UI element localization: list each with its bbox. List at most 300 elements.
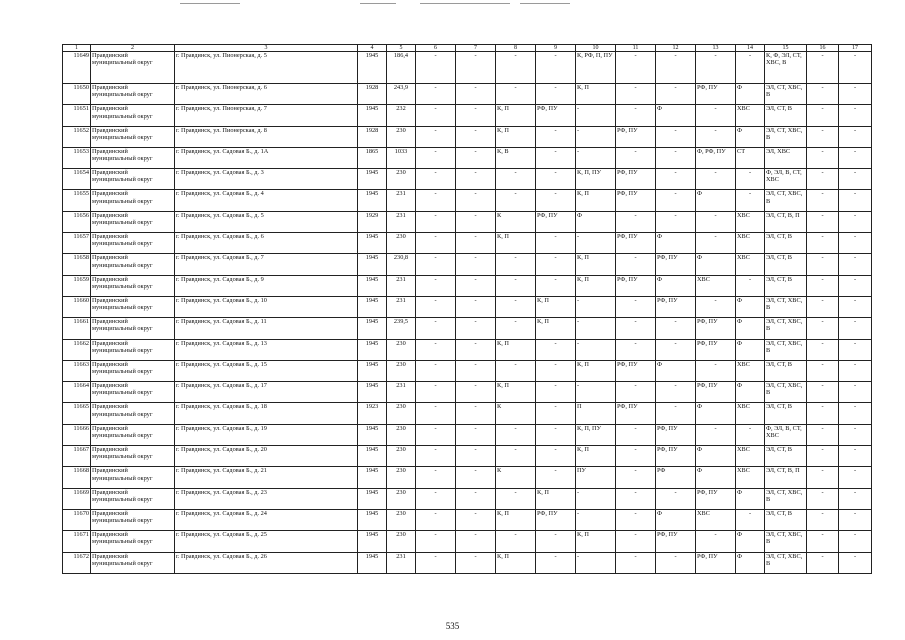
table-cell: - (807, 126, 839, 147)
column-number-17: 17 (839, 45, 872, 52)
table-cell: 11669 (63, 488, 91, 509)
table-cell: Ф (736, 552, 765, 573)
table-cell: - (456, 552, 496, 573)
table-cell: Ф (656, 105, 696, 126)
table-cell: - (456, 275, 496, 296)
table-cell: ХВС (736, 105, 765, 126)
table-cell: - (736, 509, 765, 530)
table-cell: г. Правдинск, ул. Пионерская, д. 5 (175, 52, 358, 84)
table-cell: - (576, 509, 616, 530)
table-cell: - (839, 531, 872, 552)
table-cell: - (496, 296, 536, 317)
table-row (63, 275, 872, 296)
table-cell: - (536, 339, 576, 360)
table-cell: - (536, 84, 576, 105)
table-cell: - (536, 424, 576, 445)
table-cell: РФ, ПУ (616, 403, 656, 424)
table-cell: 11664 (63, 382, 91, 403)
table-cell: ХВС (736, 211, 765, 232)
page-number: 535 (445, 621, 460, 631)
table-cell: К, П (536, 296, 576, 317)
column-number-9: 9 (536, 45, 576, 52)
table-cell: ЭЛ, СТ, ХВС, В (765, 318, 807, 339)
table-cell: 232 (387, 105, 416, 126)
table-cell: г. Правдинск, ул. Садовая Б., д. 25 (175, 531, 358, 552)
table-cell: - (456, 84, 496, 105)
table-cell: - (807, 190, 839, 211)
table-cell: - (839, 488, 872, 509)
table-cell: - (416, 531, 456, 552)
table-cell: ЭЛ, ХВС (765, 147, 807, 168)
table-cell: г. Правдинск, ул. Пионерская, д. 7 (175, 105, 358, 126)
table-cell: - (616, 52, 656, 84)
table-cell: 11665 (63, 403, 91, 424)
table-cell: г. Правдинск, ул. Садовая Б., д. 13 (175, 339, 358, 360)
table-cell: - (656, 552, 696, 573)
table-cell: 1945 (358, 105, 387, 126)
table-cell: - (736, 52, 765, 84)
table-cell: - (576, 233, 616, 254)
table-row (63, 233, 872, 254)
table-cell: К (496, 403, 536, 424)
table-cell: ХВС (736, 233, 765, 254)
column-number-8: 8 (496, 45, 536, 52)
table-cell: - (839, 147, 872, 168)
table-cell: - (839, 52, 872, 84)
table-cell: - (656, 190, 696, 211)
table-cell: - (496, 360, 536, 381)
table-cell: г. Правдинск, ул. Пионерская, д. 8 (175, 126, 358, 147)
table-cell: 230 (387, 467, 416, 488)
table-cell: - (536, 467, 576, 488)
table-cell: Правдинский муниципальный округ (91, 147, 175, 168)
table-cell: - (496, 424, 536, 445)
table-cell: - (496, 169, 536, 190)
table-cell: - (616, 446, 656, 467)
table-cell: К, П (576, 84, 616, 105)
table-cell: РФ, ПУ (616, 190, 656, 211)
table-cell: 1945 (358, 233, 387, 254)
table-cell: Ф (736, 531, 765, 552)
table-cell: - (416, 424, 456, 445)
table-cell: Ф (696, 467, 736, 488)
table-cell: РФ, ПУ (616, 233, 656, 254)
table-cell: Правдинский муниципальный округ (91, 509, 175, 530)
table-cell: - (696, 233, 736, 254)
table-cell: - (807, 467, 839, 488)
table-cell: - (807, 531, 839, 552)
table-cell: Ф (736, 296, 765, 317)
table-cell: - (416, 382, 456, 403)
table-cell: К, П, ПУ (576, 424, 616, 445)
table-cell: - (536, 446, 576, 467)
table-cell: г. Правдинск, ул. Садовая Б., д. 18 (175, 403, 358, 424)
table-cell: г. Правдинск, ул. Садовая Б., д. 26 (175, 552, 358, 573)
table-cell: К (496, 467, 536, 488)
table-cell: - (496, 318, 536, 339)
table-cell: - (456, 296, 496, 317)
table-cell: - (496, 531, 536, 552)
table-cell: - (456, 318, 496, 339)
table-cell: РФ, ПУ (656, 446, 696, 467)
table-cell: 11651 (63, 105, 91, 126)
table-cell: - (616, 552, 656, 573)
table-cell: 1945 (358, 382, 387, 403)
table-cell: г. Правдинск, ул. Садовая Б., д. 15 (175, 360, 358, 381)
table-cell: - (839, 254, 872, 275)
table-cell: - (416, 360, 456, 381)
table-cell: - (416, 105, 456, 126)
table-cell: 11667 (63, 446, 91, 467)
table-cell: 11657 (63, 233, 91, 254)
table-cell: ЭЛ, СТ, В, П (765, 467, 807, 488)
table-cell: К, П (496, 509, 536, 530)
table-cell: - (576, 552, 616, 573)
table-cell: - (576, 318, 616, 339)
table-cell: - (807, 296, 839, 317)
table-cell: г. Правдинск, ул. Садовая Б., д. 7 (175, 254, 358, 275)
table-cell: РФ, ПУ (656, 531, 696, 552)
table-cell: - (616, 105, 656, 126)
table-cell: Правдинский муниципальный округ (91, 169, 175, 190)
table-cell: - (456, 360, 496, 381)
table-cell: Ф (656, 360, 696, 381)
table-cell: - (839, 318, 872, 339)
table-cell: - (807, 52, 839, 84)
table-cell: г. Правдинск, ул. Садовая Б., д. 19 (175, 424, 358, 445)
table-cell: - (616, 424, 656, 445)
table-cell: Ф (576, 211, 616, 232)
table-cell: 11659 (63, 275, 91, 296)
table-cell: - (416, 275, 456, 296)
table-cell: - (456, 190, 496, 211)
table-cell: Ф, РФ, ПУ (696, 147, 736, 168)
table-cell: 1945 (358, 424, 387, 445)
table-cell: - (576, 296, 616, 317)
table-cell: 11661 (63, 318, 91, 339)
column-number-13: 13 (696, 45, 736, 52)
table-cell: 230 (387, 233, 416, 254)
table-cell: - (807, 169, 839, 190)
table-cell: - (616, 296, 656, 317)
table-cell: К, П (576, 360, 616, 381)
table-cell: РФ, ПУ (616, 126, 656, 147)
table-cell: Правдинский муниципальный округ (91, 126, 175, 147)
table-cell: ЭЛ, СТ, В (765, 360, 807, 381)
table-cell: - (656, 169, 696, 190)
table-cell: 231 (387, 275, 416, 296)
table-row (63, 446, 872, 467)
table-cell: СТ (736, 147, 765, 168)
table-cell: - (416, 254, 456, 275)
table-cell: К (496, 211, 536, 232)
table-cell: 11656 (63, 211, 91, 232)
table-cell: - (807, 446, 839, 467)
column-number-header (63, 45, 872, 52)
table-cell: РФ, ПУ (616, 275, 656, 296)
table-row (63, 488, 872, 509)
table-cell: 1923 (358, 403, 387, 424)
table-cell: - (807, 488, 839, 509)
table-cell: - (456, 467, 496, 488)
table-cell: 1945 (358, 318, 387, 339)
table-cell: 230 (387, 509, 416, 530)
table-cell: 230 (387, 126, 416, 147)
table-row (63, 211, 872, 232)
table-cell: - (839, 467, 872, 488)
table-cell: РФ, ПУ (656, 254, 696, 275)
table-cell: - (576, 105, 616, 126)
table-cell: - (839, 446, 872, 467)
table-cell: - (839, 169, 872, 190)
table-cell: - (696, 52, 736, 84)
table-cell: 230 (387, 339, 416, 360)
table-cell: - (496, 446, 536, 467)
table-cell: - (416, 509, 456, 530)
table-cell: ЭЛ, СТ, В, П (765, 211, 807, 232)
table-row (63, 52, 872, 84)
table-cell: - (416, 126, 456, 147)
table-cell: РФ, ПУ (616, 360, 656, 381)
table-cell: РФ, ПУ (536, 105, 576, 126)
table-cell: К, П (576, 446, 616, 467)
table-cell: 1945 (358, 509, 387, 530)
column-number-15: 15 (765, 45, 807, 52)
table-cell: - (496, 275, 536, 296)
table-cell: РФ, ПУ (696, 84, 736, 105)
table-cell: - (496, 488, 536, 509)
table-cell: - (696, 424, 736, 445)
table-cell: - (536, 254, 576, 275)
table-cell: РФ, ПУ (536, 509, 576, 530)
table-row (63, 360, 872, 381)
table-cell: РФ, ПУ (656, 296, 696, 317)
table-cell: - (576, 147, 616, 168)
table-cell: К, П (576, 275, 616, 296)
table-cell: - (416, 169, 456, 190)
column-number-4: 4 (358, 45, 387, 52)
table-cell: - (496, 190, 536, 211)
table-cell: - (456, 52, 496, 84)
table-cell: Правдинский муниципальный округ (91, 254, 175, 275)
table-cell: - (456, 254, 496, 275)
table-cell: Правдинский муниципальный округ (91, 84, 175, 105)
table-cell: г. Правдинск, ул. Садовая Б., д. 17 (175, 382, 358, 403)
table-cell: Правдинский муниципальный округ (91, 552, 175, 573)
table-cell: - (807, 84, 839, 105)
table-row (63, 509, 872, 530)
table-cell: - (616, 467, 656, 488)
table-cell: 231 (387, 552, 416, 573)
table-cell: - (696, 169, 736, 190)
table-cell: К, П (536, 318, 576, 339)
table-cell: К, П (496, 339, 536, 360)
table-cell: - (536, 126, 576, 147)
table-cell: Ф (736, 126, 765, 147)
table-cell: Ф (696, 403, 736, 424)
table-cell: Правдинский муниципальный округ (91, 446, 175, 467)
table-cell: - (656, 403, 696, 424)
table-cell: 230 (387, 531, 416, 552)
table-cell: г. Правдинск, ул. Пионерская, д. 6 (175, 84, 358, 105)
column-number-11: 11 (616, 45, 656, 52)
table-cell: 11662 (63, 339, 91, 360)
table-cell: РФ (656, 467, 696, 488)
table-cell: РФ, ПУ (696, 552, 736, 573)
table-cell: - (839, 190, 872, 211)
table-cell: ЭЛ, СТ, ХВС, В (765, 488, 807, 509)
table-cell: - (456, 488, 496, 509)
table-cell: ЭЛ, СТ, В (765, 509, 807, 530)
table-cell: 230 (387, 424, 416, 445)
table-cell: 1929 (358, 211, 387, 232)
table-cell: 11671 (63, 531, 91, 552)
table-cell: - (696, 360, 736, 381)
table-cell: РФ, ПУ (656, 424, 696, 445)
table-cell: - (536, 275, 576, 296)
table-cell: ХВС (736, 254, 765, 275)
table-cell: - (416, 147, 456, 168)
table-cell: - (496, 254, 536, 275)
table-cell: 230 (387, 446, 416, 467)
table-cell: 1928 (358, 84, 387, 105)
table-cell: г. Правдинск, ул. Садовая Б., д. 6 (175, 233, 358, 254)
table-cell: - (616, 147, 656, 168)
table-cell: - (536, 52, 576, 84)
table-cell: Правдинский муниципальный округ (91, 467, 175, 488)
table-cell: - (536, 360, 576, 381)
table-cell: П (576, 403, 616, 424)
table-row (63, 403, 872, 424)
table-row (63, 467, 872, 488)
table-cell: 11654 (63, 169, 91, 190)
table-cell: - (656, 318, 696, 339)
table-cell: - (416, 446, 456, 467)
table-cell: 1945 (358, 446, 387, 467)
table-cell: - (576, 488, 616, 509)
table-cell: г. Правдинск, ул. Садовая Б., д. 9 (175, 275, 358, 296)
table-cell: г. Правдинск, ул. Садовая Б., д. 24 (175, 509, 358, 530)
table-cell: - (616, 318, 656, 339)
table-cell: - (656, 126, 696, 147)
column-number-10: 10 (576, 45, 616, 52)
table-cell: г. Правдинск, ул. Садовая Б., д. 11 (175, 318, 358, 339)
table-cell: 11649 (63, 52, 91, 84)
table-cell: - (416, 488, 456, 509)
table-cell: - (456, 382, 496, 403)
table-cell: - (839, 360, 872, 381)
table-cell: - (839, 509, 872, 530)
table-cell: РФ, ПУ (696, 318, 736, 339)
table-cell: РФ, ПУ (616, 169, 656, 190)
table-cell: - (416, 339, 456, 360)
table-cell: 11660 (63, 296, 91, 317)
table-cell: - (536, 403, 576, 424)
table-cell: Правдинский муниципальный округ (91, 190, 175, 211)
table-cell: - (839, 211, 872, 232)
table-row (63, 84, 872, 105)
table-row (63, 105, 872, 126)
table-cell: - (616, 382, 656, 403)
table-row (63, 339, 872, 360)
table-cell: - (496, 84, 536, 105)
table-cell: ЭЛ, СТ, В (765, 275, 807, 296)
table-cell: Ф, ЭЛ, В, СТ, ХВС (765, 169, 807, 190)
table-cell: - (696, 126, 736, 147)
table-cell: К, П (536, 488, 576, 509)
table-cell: 1945 (358, 467, 387, 488)
table-cell: 11670 (63, 509, 91, 530)
table-cell: - (456, 126, 496, 147)
table-cell: Ф (656, 233, 696, 254)
column-number-6: 6 (416, 45, 456, 52)
table-cell: - (456, 211, 496, 232)
table-cell: ЭЛ, СТ, В (765, 233, 807, 254)
table-row (63, 254, 872, 275)
table-cell: К, П (496, 105, 536, 126)
table-cell: - (616, 211, 656, 232)
table-cell: Правдинский муниципальный округ (91, 424, 175, 445)
table-cell: - (839, 296, 872, 317)
table-cell: 186,4 (387, 52, 416, 84)
table-cell: - (839, 552, 872, 573)
table-cell: 1945 (358, 339, 387, 360)
table-cell: - (416, 467, 456, 488)
table-cell: 1945 (358, 296, 387, 317)
table-cell: г. Правдинск, ул. Садовая Б., д. 3 (175, 169, 358, 190)
table-cell: Правдинский муниципальный округ (91, 105, 175, 126)
table-cell: 11653 (63, 147, 91, 168)
table-cell: - (456, 509, 496, 530)
table-cell: - (456, 531, 496, 552)
table-cell: - (839, 275, 872, 296)
table-cell: - (736, 190, 765, 211)
table-cell: - (456, 446, 496, 467)
table-cell: - (616, 531, 656, 552)
table-cell: - (616, 488, 656, 509)
table-cell: Правдинский муниципальный округ (91, 360, 175, 381)
table-cell: 11668 (63, 467, 91, 488)
table-cell: - (656, 52, 696, 84)
table-cell: Правдинский муниципальный округ (91, 296, 175, 317)
table-cell: - (807, 318, 839, 339)
column-number-16: 16 (807, 45, 839, 52)
table-cell: - (807, 105, 839, 126)
table-cell: 230 (387, 403, 416, 424)
table-cell: 1945 (358, 254, 387, 275)
table-cell: - (456, 424, 496, 445)
table-row (63, 552, 872, 573)
table-cell: - (839, 403, 872, 424)
table-cell: 230 (387, 360, 416, 381)
table-cell: Ф (736, 84, 765, 105)
table-cell: РФ, ПУ (696, 382, 736, 403)
table-cell: 11650 (63, 84, 91, 105)
table-cell: - (656, 147, 696, 168)
table-cell: 230 (387, 169, 416, 190)
table-cell: 1945 (358, 169, 387, 190)
table-cell: - (416, 211, 456, 232)
table-cell: 239,5 (387, 318, 416, 339)
table-cell: Правдинский муниципальный округ (91, 339, 175, 360)
table-cell: - (839, 126, 872, 147)
table-cell: К, П (576, 531, 616, 552)
table-cell: - (416, 190, 456, 211)
column-number-2: 2 (91, 45, 175, 52)
column-number-7: 7 (456, 45, 496, 52)
table-cell: К, П (496, 126, 536, 147)
table-cell: Ф (736, 318, 765, 339)
